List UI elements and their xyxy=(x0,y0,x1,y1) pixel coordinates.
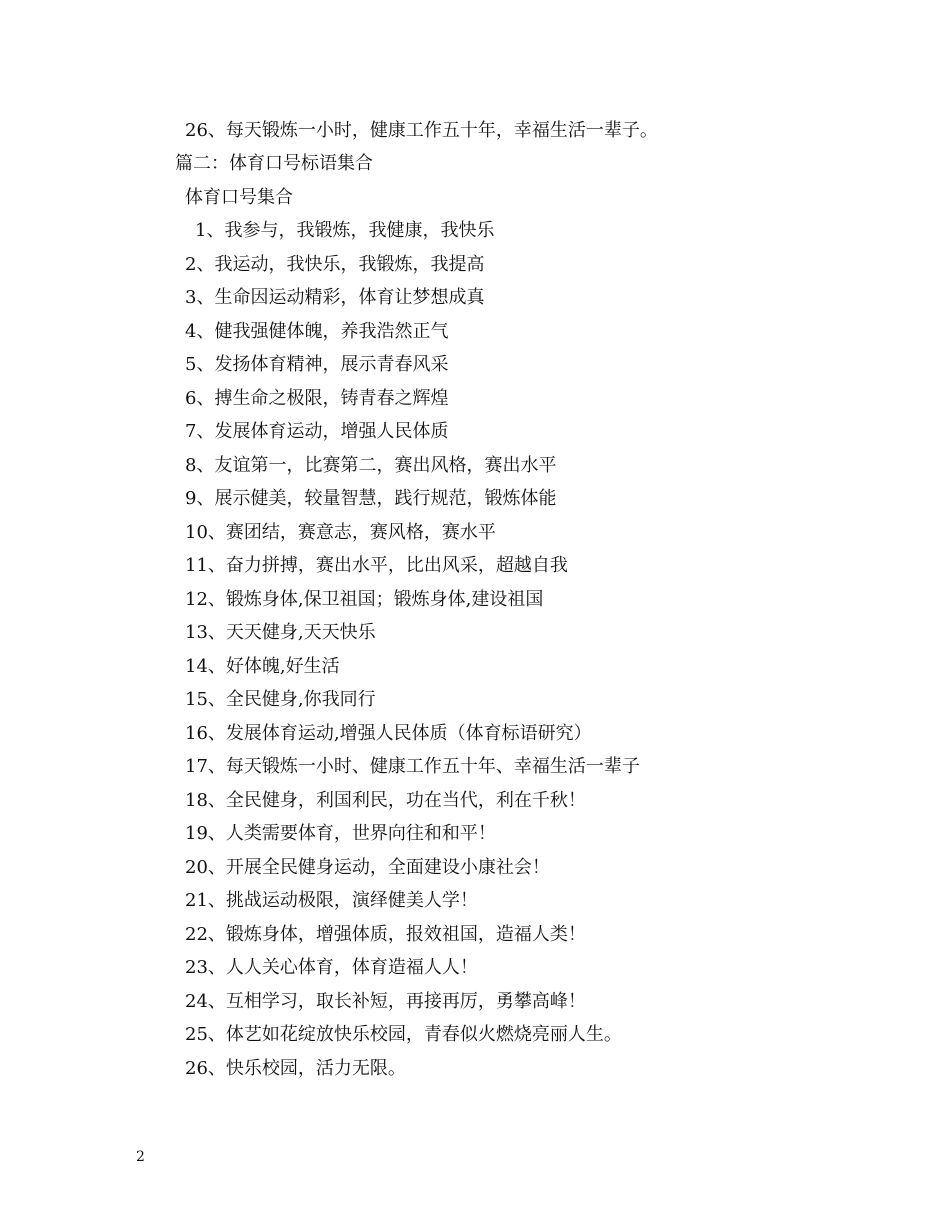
list-item: 2、我运动，我快乐，我锻炼，我提高 xyxy=(185,254,485,275)
list-item: 24、互相学习，取长补短，再接再厉，勇攀高峰！ xyxy=(185,991,586,1012)
list-item: 18、全民健身，利国利民，功在当代，利在千秋！ xyxy=(185,790,586,811)
list-item: 8、友谊第一，比赛第二，赛出风格，赛出水平 xyxy=(185,455,557,476)
list-item: 7、发展体育运动，增强人民体质 xyxy=(185,421,449,442)
list-item: 16、发展体育运动,增强人民体质（体育标语研究） xyxy=(185,723,592,744)
list-item: 11、奋力拼搏，赛出水平，比出风采，超越自我 xyxy=(185,555,568,576)
list-item: 26、快乐校园，活力无限。 xyxy=(185,1058,406,1079)
list-subtitle: 体育口号集合 xyxy=(185,187,293,208)
page-number: 2 xyxy=(136,1149,145,1165)
list-item: 9、展示健美，较量智慧，践行规范，锻炼体能 xyxy=(185,488,557,509)
list-item: 15、全民健身,你我同行 xyxy=(185,689,376,710)
list-item: 25、体艺如花绽放快乐校园，青春似火燃烧亮丽人生。 xyxy=(185,1024,622,1045)
continued-item-26: 26、每天锻炼一小时，健康工作五十年，幸福生活一辈子。 xyxy=(185,120,658,141)
list-item: 14、好体魄,好生活 xyxy=(185,656,340,677)
list-item: 21、挑战运动极限，演绎健美人学！ xyxy=(185,890,478,911)
list-item: 3、生命因运动精彩，体育让梦想成真 xyxy=(185,287,485,308)
list-item: 5、发扬体育精神，展示青春风采 xyxy=(185,354,449,375)
list-item: 23、人人关心体育，体育造福人人！ xyxy=(185,957,478,978)
list-item: 10、赛团结，赛意志，赛风格，赛水平 xyxy=(185,522,496,543)
list-item: 19、人类需要体育，世界向往和和平！ xyxy=(185,823,496,844)
list-item: 17、每天锻炼一小时、健康工作五十年、幸福生活一辈子 xyxy=(185,756,640,777)
list-item: 22、锻炼身体，增强体质，报效祖国，造福人类！ xyxy=(185,924,586,945)
list-item: 20、开展全民健身运动，全面建设小康社会！ xyxy=(185,857,550,878)
list-item: 4、健我强健体魄，养我浩然正气 xyxy=(185,321,449,342)
list-item: 12、锻炼身体,保卫祖国；锻炼身体,建设祖国 xyxy=(185,589,544,610)
section-heading: 篇二：体育口号标语集合 xyxy=(175,153,373,174)
list-item: 1、我参与，我锻炼，我健康，我快乐 xyxy=(195,220,495,241)
list-item: 6、搏生命之极限，铸青春之辉煌 xyxy=(185,388,449,409)
list-item: 13、天天健身,天天快乐 xyxy=(185,622,376,643)
